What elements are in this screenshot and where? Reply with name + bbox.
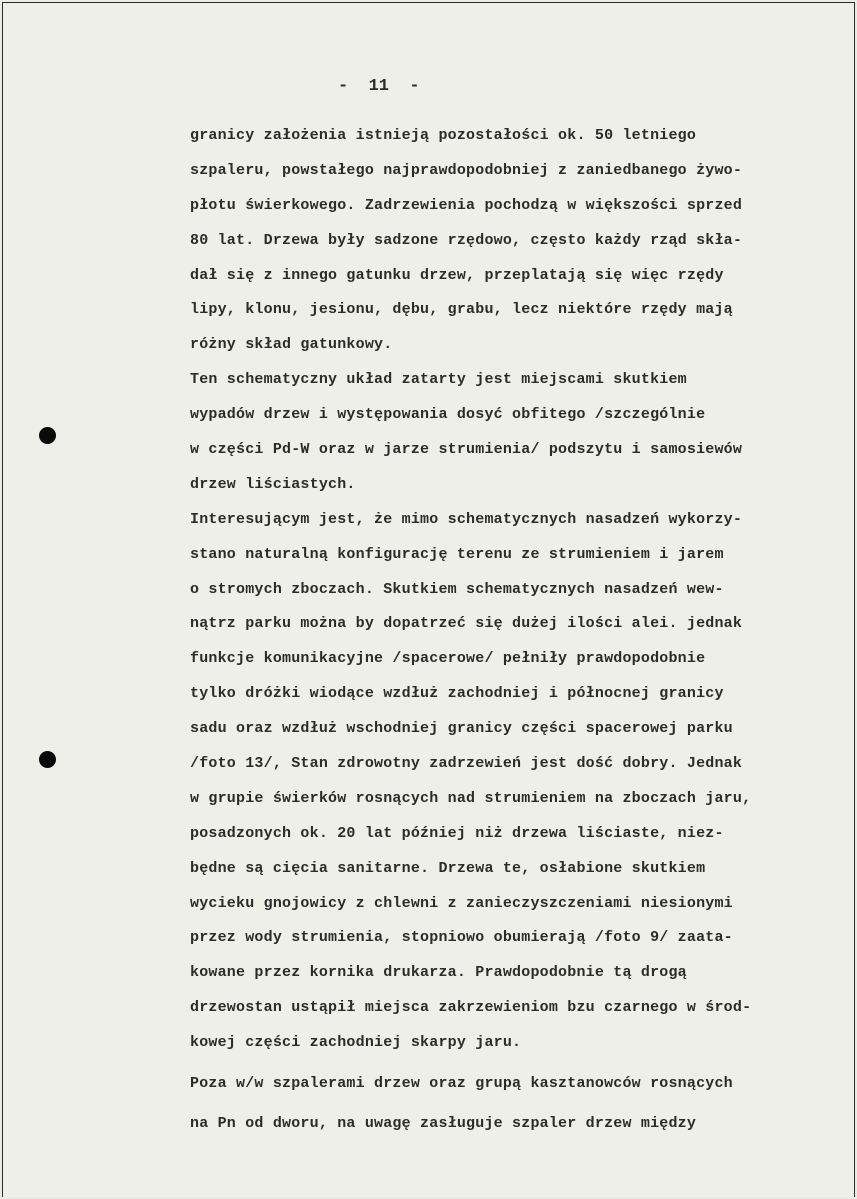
text-line: Ten schematyczny układ zatarty jest miejscami skutkiem — [190, 371, 687, 389]
text-line: drzew liściastych. — [190, 475, 356, 493]
text-line: Interesującym jest, że mimo schematycznych nasadzeń wykorzy- — [190, 510, 743, 528]
text-line: /foto 13/, Stan zdrowotny zadrzewień jest dość dobry. Jednak — [190, 755, 743, 773]
text-line: różny skład gatunkowy. — [190, 336, 393, 354]
text-line: kowane przez kornika drukarza. Prawdopodobnie tą drogą — [190, 964, 687, 982]
punch-hole-top — [39, 427, 56, 444]
punch-hole-bottom — [39, 751, 56, 768]
text-line: wypadów drzew i występowania dosyć obfitego /szczególnie — [190, 406, 706, 424]
page-number: - 11 - — [338, 77, 420, 96]
text-line: szpaleru, powstałego najprawdopodobniej z zaniedbanego żywo- — [190, 161, 743, 179]
text-line: drzewostan ustąpił miejsca zakrzewieniom bzu czarnego w środ- — [190, 999, 752, 1017]
text-line: płotu świerkowego. Zadrzewienia pochodzą w większości sprzed — [190, 196, 743, 214]
text-line: nątrz parku można by dopatrzeć się dużej ilości alei. jednak — [190, 615, 743, 633]
text-line: kowej części zachodniej skarpy jaru. — [190, 1034, 522, 1052]
text-line: 80 lat. Drzewa były sadzone rzędowo, często każdy rząd skła- — [190, 231, 743, 249]
text-line: sadu oraz wzdłuż wschodniej granicy części spacerowej parku — [190, 720, 733, 738]
text-line: stano naturalną konfigurację terenu ze strumieniem i jarem — [190, 545, 724, 563]
text-line: przez wody strumienia, stopniowo obumierają /foto 9/ zaata- — [190, 929, 733, 947]
text-line: Poza w/w szpalerami drzew oraz grupą kasztanowców rosnących — [190, 1075, 733, 1093]
text-line: w części Pd-W oraz w jarze strumienia/ podszytu i samosiewów — [190, 441, 743, 459]
text-line: dał się z innego gatunku drzew, przeplatają się więc rzędy — [190, 266, 724, 284]
text-line: funkcje komunikacyjne /spacerowe/ pełniły prawdopodobnie — [190, 650, 706, 668]
text-line: wycieku gnojowicy z chlewni z zanieczyszczeniami niesionymi — [190, 894, 733, 912]
text-line: na Pn od dworu, na uwagę zasługuje szpaler drzew między — [190, 1115, 697, 1133]
text-line: w grupie świerków rosnących nad strumieniem na zboczach jaru, — [190, 789, 752, 807]
text-line: będne są cięcia sanitarne. Drzewa te, osłabione skutkiem — [190, 859, 706, 877]
text-line: o stromych zboczach. Skutkiem schematycznych nasadzeń wew- — [190, 580, 724, 598]
text-line: lipy, klonu, jesionu, dębu, grabu, lecz niektóre rzędy mają — [190, 301, 733, 319]
text-line: tylko dróżki wiodące wzdłuż zachodniej i północnej granicy — [190, 685, 724, 703]
body-text — [190, 119, 840, 1142]
text-line: granicy założenia istnieją pozostałości ok. 50 letniego — [190, 127, 697, 144]
document-page — [2, 2, 855, 1197]
text-line: posadzonych ok. 20 lat później niż drzewa liściaste, niez- — [190, 824, 724, 842]
